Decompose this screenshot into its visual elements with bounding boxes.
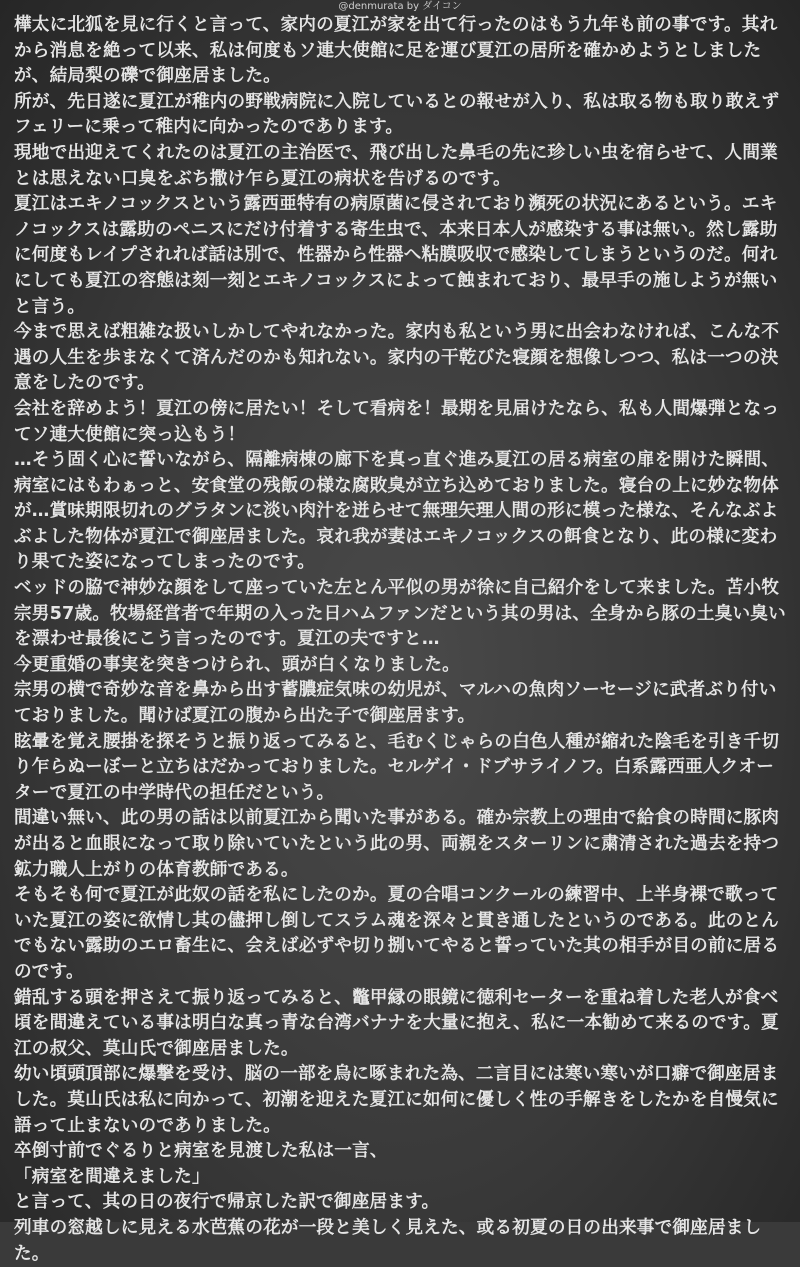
author-credit: @denmurata by ダイコン	[338, 1, 462, 12]
paragraph: 所が、先日遂に夏江が稚内の野戦病院に入院しているとの報せが入り、私は取る物も取り敢えずフェリーに乗って稚内に向かったのであります。	[14, 91, 780, 138]
paragraph: 樺太に北狐を見に行くと言って、家内の夏江が家を出て行ったのはもう九年も前の事です。其れから消息を絶って以来、私は何度もソ連大使館に足を運び夏江の居所を確かめようとしましたが、結局梨の礫で御座居ました。	[14, 15, 778, 87]
paragraph: 「病室を間違えました」	[14, 1166, 210, 1187]
paragraph: と言って、其の日の夜行で帰京した訳で御座居ます。	[14, 1192, 440, 1213]
paragraph: 卒倒寸前でぐるりと病室を見渡した私は一言、	[14, 1141, 388, 1162]
paragraph: 眩暈を覚え腰掛を探そうと振り返ってみると、毛むくじゃらの白色人種が縮れた陰毛を引き千切り乍らぬーぼーと立ちはだかっておりました。セルゲイ・ドブサライノフ。白系露西亜人クオーターで夏江の中学時代の担任だという。	[14, 731, 780, 803]
paragraph: 夏江はエキノコックスという露西亜特有の病原菌に侵されており瀕死の状況にあるという。エキノコックスは露助のペニスにだけ付着する寄生虫で、本来日本人が感染する事は無い。然し露助に何度もレイプされれば話は別で、性器から性器へ粘膜吸収で感染してしまうというのだ。何れにしても夏江の容態は刻一刻とエキノコックスによって蝕まれており、最早手の施しようが無いと言う。	[14, 194, 778, 317]
paragraph: 宗男の横で奇妙な音を鼻から出す蓄膿症気味の幼児が、マルハの魚肉ソーセージに武者ぶり付いておりました。聞けば夏江の腹から出た子で御座居ます。	[14, 680, 777, 727]
paragraph: 現地で出迎えてくれたのは夏江の主治医で、飛び出した鼻毛の先に珍しい虫を宿らせて、人間業とは思えない口臭をぶち撒け乍ら夏江の病状を告げるのです。	[14, 142, 778, 189]
paragraph: ベッドの脇で神妙な顔をして座っていた左とん平似の男が徐に自己紹介をして来ました。苫小牧宗男57歳。牧場経営者で年期の入った日ハムファンだという其の男は、全身から豚の土臭い臭いを漂わせ最後にこう言ったのです。夏江の夫ですと…	[14, 578, 786, 650]
paragraph: 列車の窓越しに見える水芭蕉の花が一段と美しく見えた、或る初夏の日の出来事で御座居ました。	[14, 1217, 762, 1264]
story-text	[14, 13, 786, 1267]
paragraph: 錯乱する頭を押さえて振り返ってみると、鼈甲縁の眼鏡に徳利セーターを重ね着した老人が食べ頃を間違えている事は明白な真っ青な台湾バナナを大量に抱え、私に一本勧めて来るのです。夏江の叔父、莫山氏で御座居ました。	[14, 987, 779, 1059]
paragraph: 間違い無い、此の男の話は以前夏江から聞いた事がある。確か宗教上の理由で給食の時間に豚肉が出ると血眼になって取り除いていたという此の男、両親をスターリンに粛清された過去を持つ鉱力職人上がりの体育教師である。	[14, 808, 780, 880]
paragraph: 今まで思えば粗雑な扱いしかしてやれなかった。家内も私という男に出会わなければ、こんな不遇の人生を歩まなくて済んだのかも知れない。家内の干乾びた寝顔を想像しつつ、私は一つの決意をしたのです。	[14, 322, 780, 394]
paragraph: 幼い頃頭頂部に爆撃を受け、脳の一部を烏に啄まれた為、二言目には寒い寒いが口癖で御座居ました。莫山氏は私に向かって、初潮を迎えた夏江に如何に優しく性の手解きをしたかを自慢気に語って止まないのでありました。	[14, 1064, 779, 1136]
paragraph: 病室にはもわぁっと、安食堂の残飯の様な腐敗臭が立ち込めておりました。寝台の上に妙な物体が…賞味期限切れのグラタンに淡い肉汁を迸らせて無理矢理人間の形に模った様な、そんなぶよぶよした物体が夏江で御座居ました。哀れ我が妻はエキノコックスの餌食となり、此の様に変わり果てた姿になってしまったのです。	[14, 475, 779, 573]
paragraph: そもそも何で夏江が此奴の話を私にしたのか。夏の合唱コンクールの練習中、上半身裸で歌っていた夏江の姿に欲情し其の儘押し倒してスラム魂を深々と貫き通したというのである。此のとんでもない露助のエロ畜生に、会えば必ずや切り捌いてやると誓っていた其の相手が目の前に居るのです。	[14, 885, 780, 982]
paragraph: …そう固く心に誓いながら、隔離病棟の廊下を真っ直ぐ進み夏江の居る病室の扉を開けた瞬間、	[14, 450, 780, 471]
paragraph: 会社を辞めよう！夏江の傍に居たい！そして看病を！最期を見届けたなら、私も人間爆弾となってソ連大使館に突っ込もう！	[14, 398, 780, 445]
paragraph: 今更重婚の事実を突きつけられ、頭が白くなりました。	[14, 654, 460, 675]
